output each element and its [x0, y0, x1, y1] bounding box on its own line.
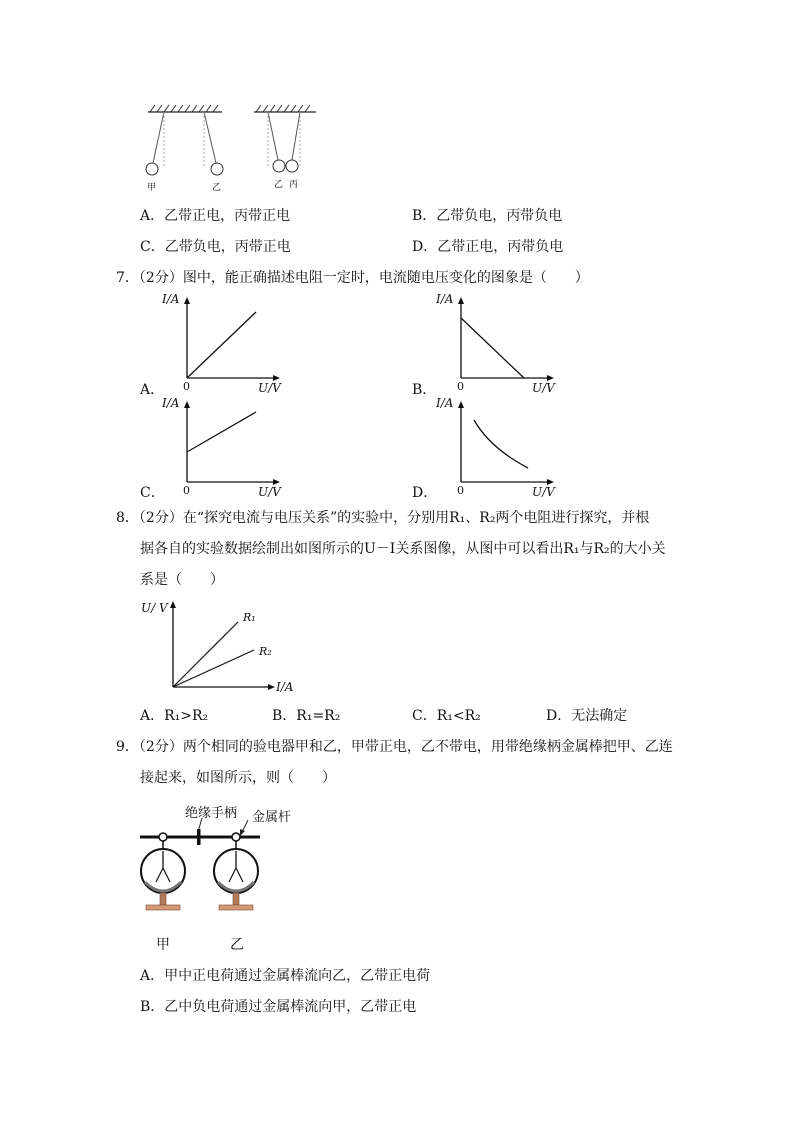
q7-graph-c-ylabel: I/A	[162, 396, 180, 410]
q8-label-r2: R₂	[259, 645, 272, 658]
q7-graph-d[interactable]	[434, 396, 564, 496]
q7-stem: 7．（2分）图中，能正确描述电阻一定时，电流随电压变化的图象是（ ）	[116, 270, 589, 286]
q9-label-handle: 绝缘手柄	[185, 806, 238, 821]
q7-graph-c-xlabel: U/V	[258, 485, 281, 499]
q7-graph-b-xlabel: U/V	[532, 381, 555, 395]
q6-label-bing: 丙	[289, 180, 299, 190]
q7-graph-b-line	[461, 318, 524, 378]
q8-stem-line3: 系是（ ）	[140, 572, 224, 588]
q9-label-rod: 金属杆	[252, 810, 292, 825]
q6-option-b[interactable]: B．乙带负电，丙带负电	[412, 208, 563, 224]
q6-label-jia: 甲	[147, 183, 157, 193]
q9-label-yi: 乙	[230, 937, 244, 953]
q9-electroscope-figure	[136, 818, 276, 930]
q7-option-a-letter[interactable]: A．	[140, 382, 165, 398]
q7-graph-c-line	[187, 412, 256, 452]
q8-line-r1	[173, 622, 238, 687]
q7-graph-a[interactable]	[160, 292, 290, 392]
q8-option-b[interactable]: B．R₁=R₂	[272, 708, 341, 724]
q8-stem-line1: 8．（2分）在“探究电流与电压关系”的实验中，分别用R₁、R₂两个电阻进行探究，并根	[116, 510, 650, 526]
q6-label-yi-right: 乙	[274, 180, 284, 190]
q7-graph-d-xlabel: U/V	[532, 485, 555, 499]
q7-graph-a-line	[187, 312, 256, 378]
q7-graph-b-ylabel: I/A	[436, 292, 454, 306]
q7-graph-a-ylabel: I/A	[162, 292, 180, 306]
q7-graph-b-origin: 0	[457, 380, 464, 393]
q7-graph-d-ylabel: I/A	[436, 396, 454, 410]
q6-option-c[interactable]: C．乙带负电，丙带正电	[140, 239, 291, 255]
q7-graph-a-xlabel: U/V	[258, 381, 281, 395]
q7-graph-d-curve	[474, 420, 528, 468]
q8-option-c[interactable]: C．R₁<R₂	[412, 708, 481, 724]
q8-stem-line2: 据各自的实验数据绘制出如图所示的U－I关系图像，从图中可以看出R₁与R₂的大小关	[140, 541, 666, 557]
q7-graph-d-origin: 0	[457, 484, 464, 497]
q7-option-c-letter[interactable]: C．	[140, 485, 165, 501]
q7-graph-c-origin: 0	[183, 484, 190, 497]
q6-option-d[interactable]: D．乙带正电，丙带负电	[412, 239, 564, 255]
q8-xlabel: I/A	[276, 680, 294, 694]
q8-label-r1: R₁	[243, 611, 256, 624]
q8-ylabel: U/ V	[141, 601, 168, 615]
q9-label-jia: 甲	[156, 937, 170, 953]
q8-line-r2	[173, 650, 254, 687]
q6-label-yi-left: 乙	[212, 183, 222, 193]
q8-option-a[interactable]: A．R₁>R₂	[140, 708, 209, 724]
q9-option-b[interactable]: B．乙中负电荷通过金属棒流向甲，乙带正电	[140, 999, 417, 1015]
q7-graph-b[interactable]	[434, 292, 564, 392]
q9-stem-line2: 接起来，如图所示，则（ ）	[140, 770, 336, 786]
q7-graph-c[interactable]	[160, 396, 290, 496]
q7-option-b-letter[interactable]: B．	[412, 382, 437, 398]
q9-option-a[interactable]: A．甲中正电荷通过金属棒流向乙，乙带正电荷	[140, 968, 431, 984]
q8-option-d[interactable]: D．无法确定	[546, 708, 628, 724]
q6-option-a[interactable]: A．乙带正电，丙带正电	[140, 208, 291, 224]
q6-pendulum-figure	[140, 98, 330, 193]
q7-option-d-letter[interactable]: D．	[412, 485, 438, 501]
q9-stem-line1: 9．（2分）两个相同的验电器甲和乙，甲带正电，乙不带电，用带绝缘柄金属棒把甲、乙连	[116, 739, 673, 755]
q7-graph-a-origin: 0	[183, 380, 190, 393]
